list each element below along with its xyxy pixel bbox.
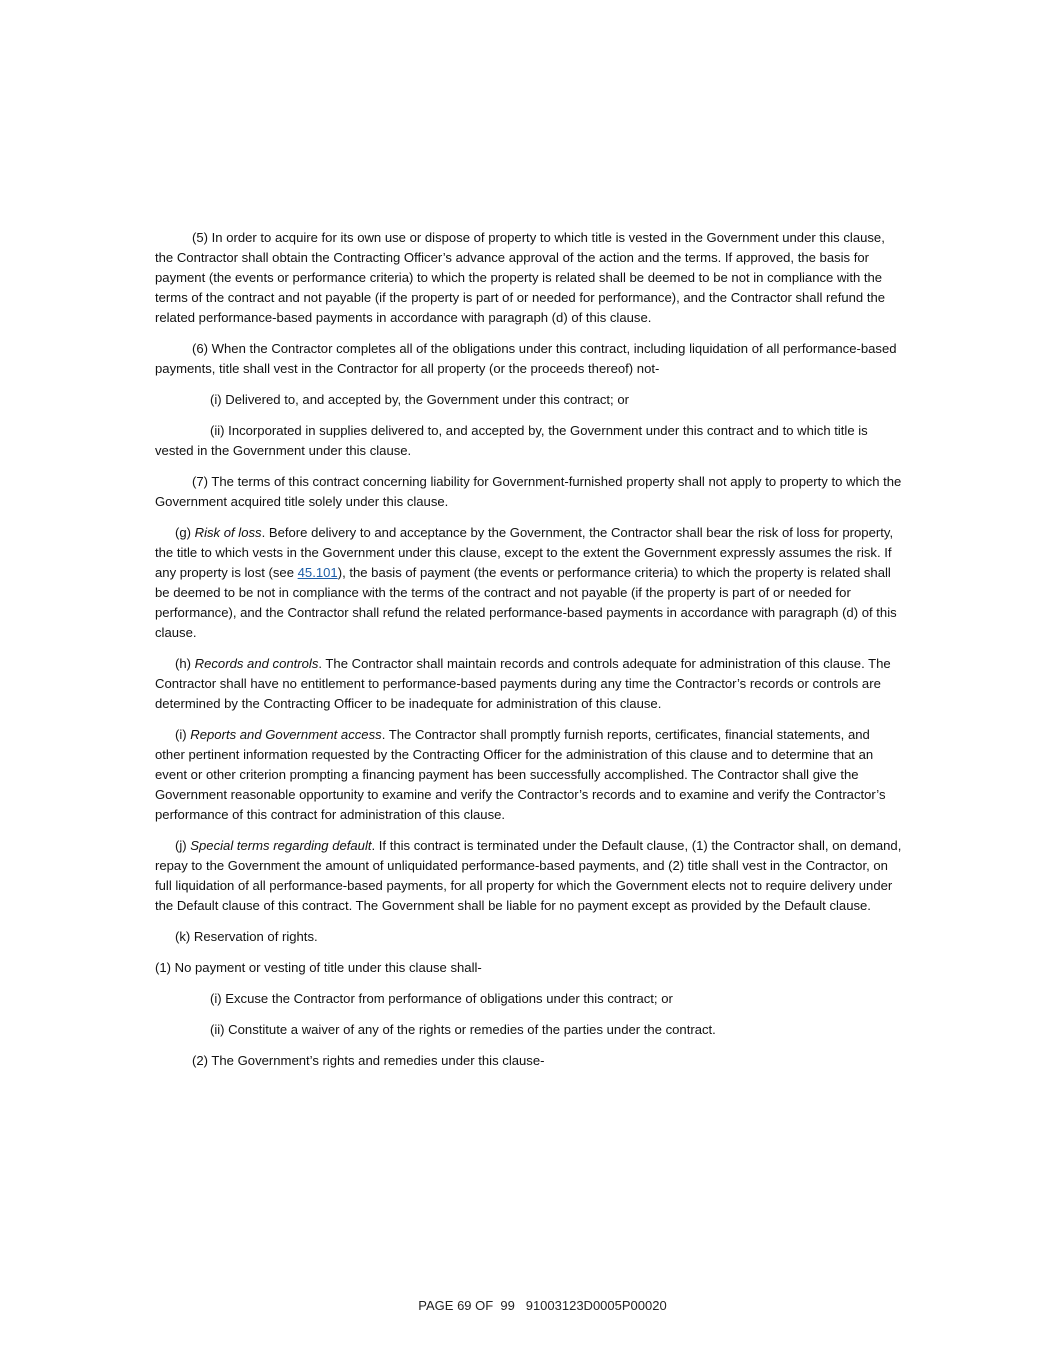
paragraph-h-heading: Records and controls xyxy=(194,656,319,671)
paragraph-h-text: . The Contractor shall maintain records and controls adequate for administration of this clause. The Contractor shall have no entitlement to performance-based payments during any time the Contractor’s records or controls are determined by the Contracting Officer to be inadequate for administration of this clause. xyxy=(155,656,891,711)
paragraph-g-risk-of-loss xyxy=(155,523,903,643)
page-footer: PAGE 69 OF 99 91003123D0005P00020 xyxy=(418,1298,667,1313)
paragraph-i-reports-and-access xyxy=(155,725,903,825)
paragraph-k1-i: (i) Excuse the Contractor from performance of obligations under this contract; or xyxy=(210,991,673,1006)
document-body xyxy=(155,228,903,1082)
paragraph-g-heading: Risk of loss xyxy=(194,525,262,540)
paragraph-i-prefix: (i) xyxy=(175,727,191,742)
paragraph-f6-ii: (ii) Incorporated in supplies delivered to, and accepted by, the Government under this contract and to which title is vested in the Government under this clause. xyxy=(155,423,868,458)
paragraph-i-text: . The Contractor shall promptly furnish reports, certificates, financial statements, and other pertinent information requested by the Contracting Officer for the administration of this clause and to determine that an event or other criterion prompting a financing payment has been successfully accomplished. The Contractor shall give the Government reasonable opportunity to examine and verify the Contractor’s records and to examine and verify the Contractor’s performance of this contract for administration of this clause. xyxy=(155,727,886,822)
paragraph-f5: (5) In order to acquire for its own use or dispose of property to which title is vested in the Government under this clause, the Contractor shall obtain the Contracting Officer’s advance approval of the action and the terms. If approved, the basis for payment (the events or performance criteria) to which the property is related shall be deemed to be not in compliance with the terms of the contract and not payable (if the property is part of or needed for performance), and the Contractor shall refund the related performance-based payments in accordance with paragraph (d) of this clause. xyxy=(155,230,886,325)
paragraph-k2: (2) The Government’s rights and remedies under this clause- xyxy=(192,1053,545,1068)
paragraph-h-prefix: (h) xyxy=(175,656,195,671)
paragraph-f6-i: (i) Delivered to, and accepted by, the Government under this contract; or xyxy=(210,392,629,407)
paragraph-k-reservation-of-rights: (k) Reservation of rights. xyxy=(175,929,318,944)
far-45-101-link[interactable]: 45.101 xyxy=(297,565,338,580)
paragraph-j-heading: Special terms regarding default xyxy=(190,838,372,853)
paragraph-k1: (1) No payment or vesting of title under this clause shall- xyxy=(155,960,482,975)
paragraph-i-heading: Reports and Government access xyxy=(190,727,382,742)
paragraph-h-records-and-controls xyxy=(155,654,903,714)
paragraph-j-prefix: (j) xyxy=(175,838,191,853)
paragraph-f6: (6) When the Contractor completes all of the obligations under this contract, including liquidation of all performance-based payments, title shall vest in the Contractor for all property (or the proceeds thereof) not- xyxy=(155,341,897,376)
paragraph-j-text: . If this contract is terminated under the Default clause, (1) the Contractor shall, on demand, repay to the Government the amount of unliquidated performance-based payments, and (2) title shall vest in the Contractor, on full liquidation of all performance-based payments, for all property for which the Government elects not to require delivery under the Default clause of this contract. The Government shall be liable for no payment except as provided by the Default clause. xyxy=(155,838,902,913)
paragraph-f7: (7) The terms of this contract concerning liability for Government-furnished property shall not apply to property to which the Government acquired title solely under this clause. xyxy=(155,474,902,509)
paragraph-g-text-2: ), the basis of payment (the events or performance criteria) to which the property is related shall be deemed to be not in compliance with the terms of the contract and not payable (if the property is part of or needed for performance), and the Contractor shall refund the related performance-based payments in accordance with paragraph (d) of this clause. xyxy=(155,565,897,640)
paragraph-g-text-1: . Before delivery to and acceptance by the Government, the Contractor shall bear the risk of loss for property, the title to which vests in the Government under this clause, except to the extent the Government expressly assumes the risk. If any property is lost (see xyxy=(155,525,894,580)
paragraph-j-default-terms xyxy=(155,836,903,916)
paragraph-k1-ii: (ii) Constitute a waiver of any of the rights or remedies of the parties under the contract. xyxy=(210,1022,716,1037)
paragraph-g-prefix: (g) xyxy=(175,525,195,540)
